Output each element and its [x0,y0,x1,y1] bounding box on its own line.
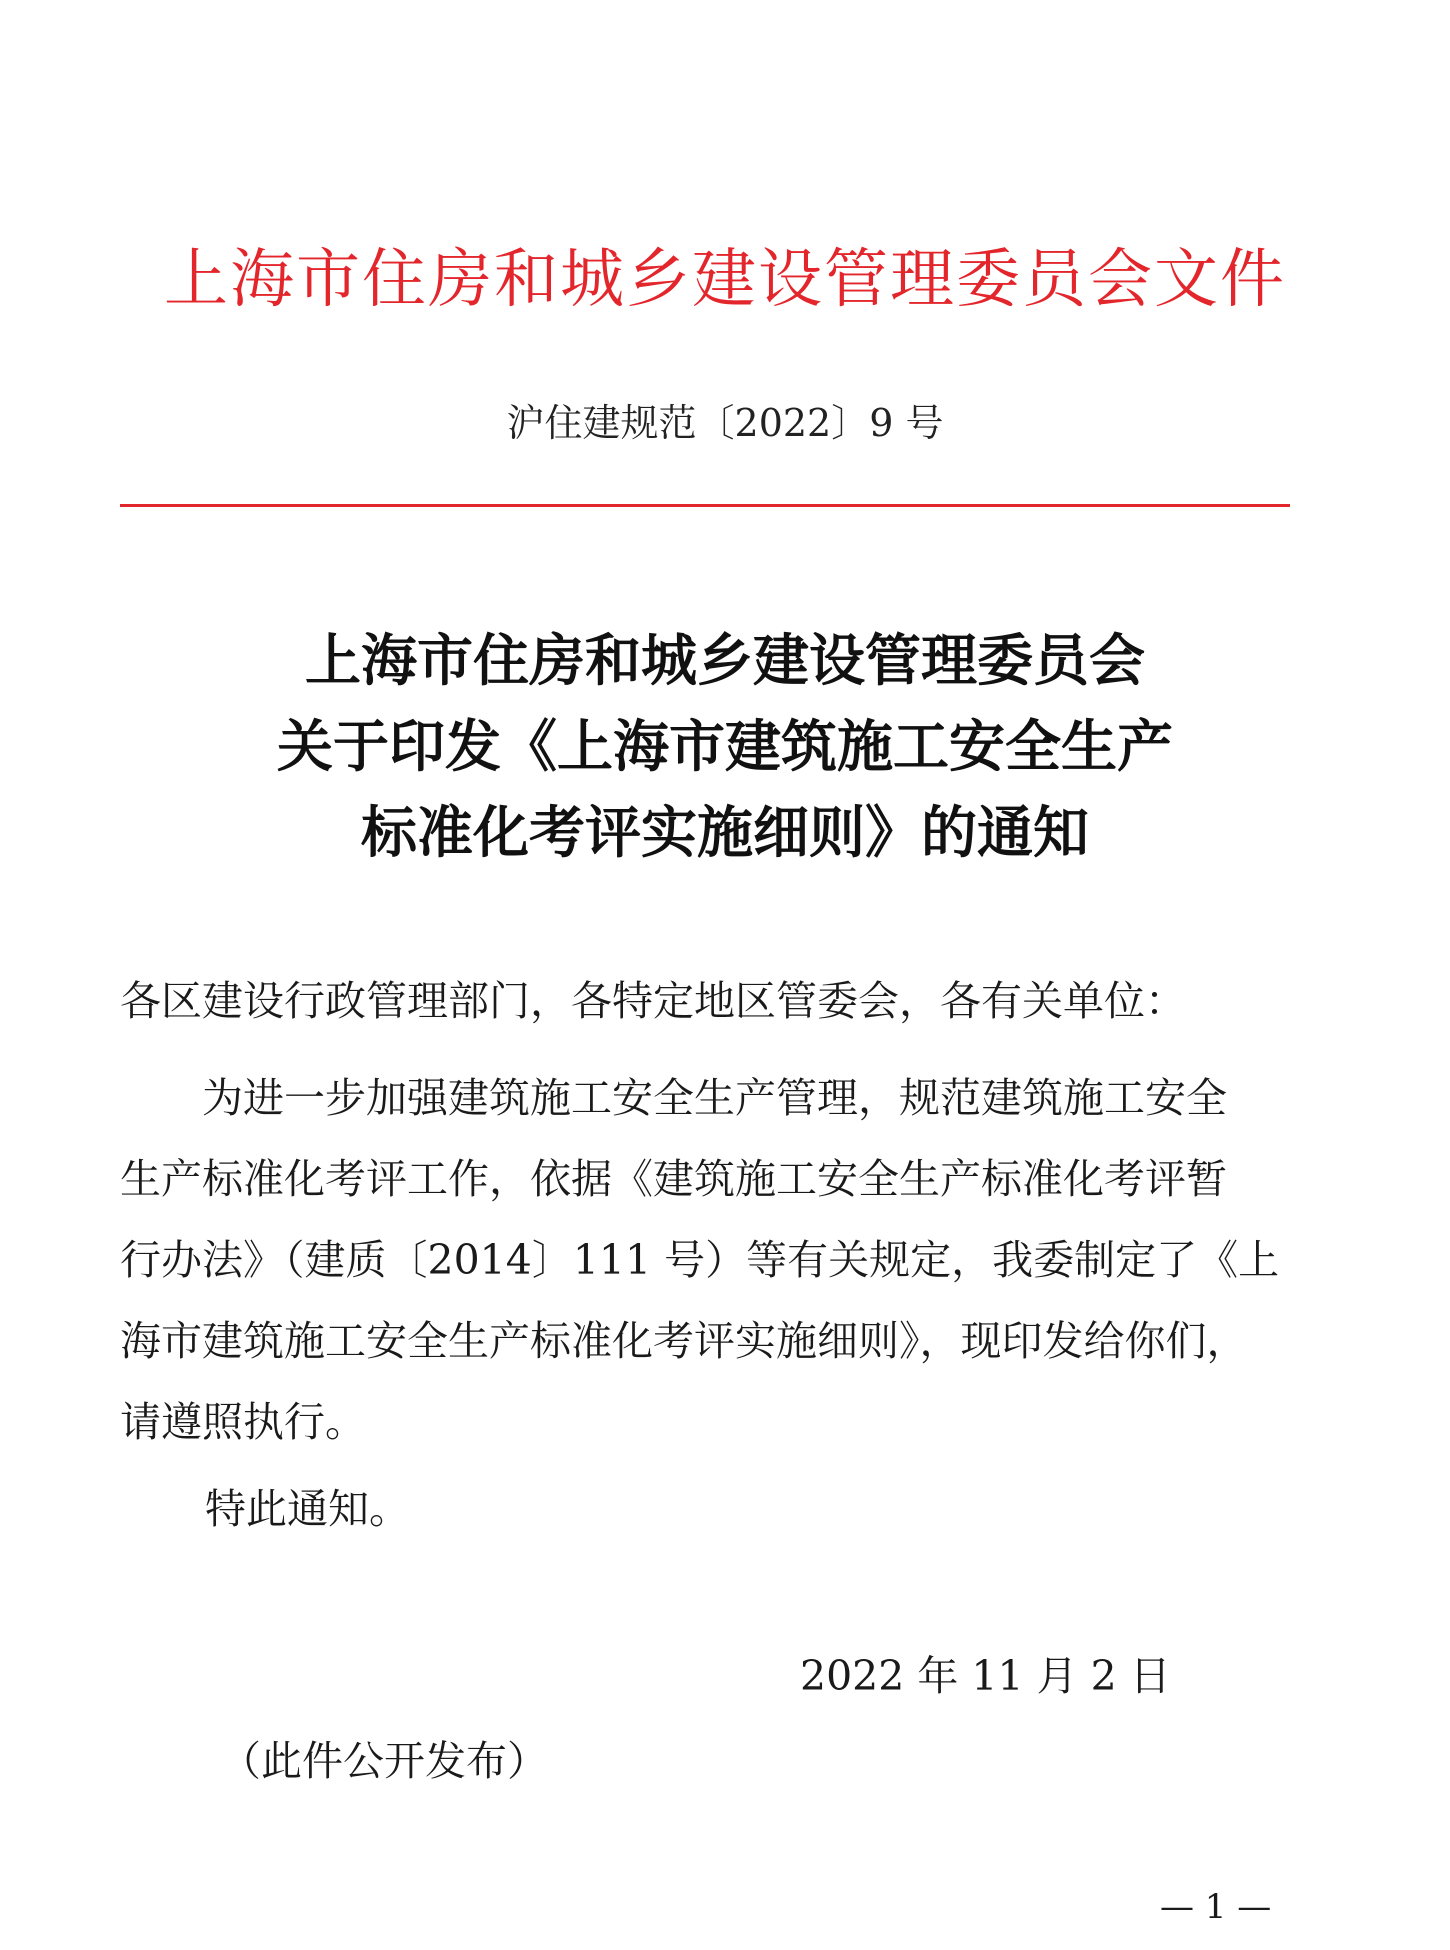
addressee: 各区建设行政管理部门，各特定地区管委会，各有关单位： [120,977,1186,1025]
body-paragraph [120,1058,1340,1463]
paragraph-line: 行办法》（建质〔2014〕111 号）等有关规定，我委制定了《上 [120,1236,1280,1284]
document-title [0,618,1450,876]
paragraph-line: 海市建筑施工安全生产标准化考评实施细则》，现印发给你们， [120,1317,1248,1365]
issue-date: 2022 年 11 月 2 日 [800,1652,1171,1700]
document-number: 沪住建规范〔2022〕9 号 [506,401,944,445]
issuer-heading: 上海市住房和城乡建设管理委员会文件 [164,243,1286,317]
title-line: 关于印发《上海市建筑施工安全生产 [277,714,1173,780]
publication-note: （此件公开发布） [220,1737,548,1785]
paragraph-line: 生产标准化考评工作，依据《建筑施工安全生产标准化考评暂 [120,1155,1227,1203]
title-line: 上海市住房和城乡建设管理委员会 [305,628,1145,694]
paragraph-line: 为进一步加强建筑施工安全生产管理，规范建筑施工安全 [120,1074,1227,1122]
paragraph-line: 请遵照执行。 [120,1398,366,1446]
red-separator-line [120,504,1290,507]
title-line: 标准化考评实施细则》的通知 [361,800,1089,866]
page-number: — 1 — [1160,1887,1272,1927]
closing-remark: 特此通知。 [205,1485,410,1533]
